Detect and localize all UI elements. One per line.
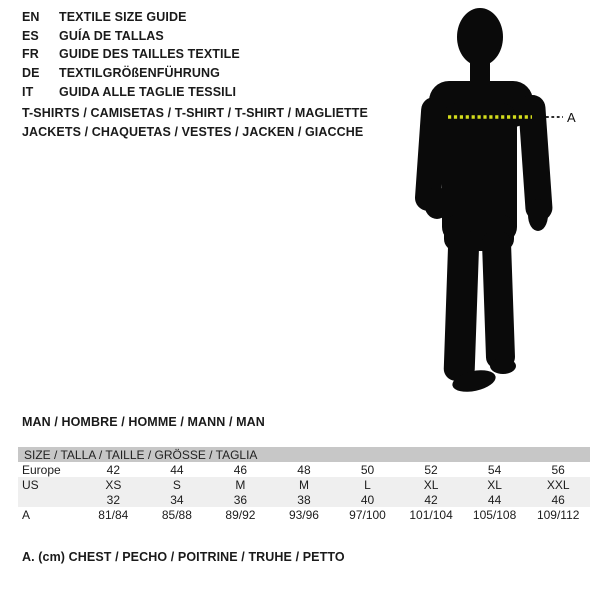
- language-label: GUÍA DE TALLAS: [59, 28, 164, 43]
- language-label: GUIDA ALLE TAGLIE TESSILI: [59, 84, 237, 99]
- table-row: [18, 462, 590, 477]
- table-cell: 38: [297, 492, 311, 507]
- table-row: [18, 477, 590, 492]
- table-cell: 93/96: [288, 507, 319, 522]
- man-silhouette-icon: [392, 5, 598, 403]
- category-lines: [22, 104, 368, 142]
- table-row-label: [18, 492, 82, 507]
- table-cell: 40: [360, 492, 375, 507]
- language-code: IT: [22, 84, 34, 99]
- table-cell: 46: [551, 492, 565, 507]
- table-cell: 56: [551, 462, 565, 477]
- language-row: [22, 45, 240, 64]
- table-cell: 42: [106, 462, 120, 477]
- table-row-label: Europe: [22, 462, 61, 477]
- table-cell: 46: [233, 462, 248, 477]
- table-cell: 44: [487, 492, 502, 507]
- language-label: GUIDE DES TAILLES TEXTILE: [59, 47, 240, 62]
- table-cell: XXL: [546, 477, 570, 492]
- table-row: [18, 492, 590, 507]
- table-cell: 105/108: [472, 507, 517, 522]
- size-table-body: [18, 447, 590, 522]
- table-cell: 48: [297, 462, 311, 477]
- category-line-tshirts: T-SHIRTS / CAMISETAS / T-SHIRT / T-SHIRT / MAGLIETTE: [22, 106, 368, 120]
- table-cell: 36: [233, 492, 248, 507]
- language-row: [22, 8, 240, 27]
- size-table: [18, 447, 590, 522]
- table-cell: 89/92: [225, 507, 256, 522]
- measure-label-a: A: [567, 110, 576, 125]
- table-row-label: US: [22, 477, 39, 492]
- language-row: [22, 83, 240, 102]
- table-cell: XS: [105, 477, 122, 492]
- table-header-row: [18, 447, 590, 462]
- table-cell: 52: [424, 462, 438, 477]
- table-cell: 42: [424, 492, 438, 507]
- language-code: FR: [22, 47, 39, 62]
- table-row-label: A: [22, 507, 31, 522]
- man-silhouette-figure: [392, 5, 598, 403]
- language-list: [22, 8, 240, 102]
- table-cell: 109/112: [536, 507, 580, 522]
- language-label: TEXTILGRÖßENFÜHRUNG: [59, 66, 220, 81]
- table-cell: S: [172, 477, 181, 492]
- table-cell: XL: [487, 477, 502, 492]
- table-cell: 54: [487, 462, 502, 477]
- table-cell: M: [235, 477, 246, 492]
- table-cell: 50: [360, 462, 375, 477]
- table-header-cell: SIZE / TALLA / TAILLE / GRÖSSE / TAGLIA: [18, 447, 590, 462]
- table-cell: M: [298, 477, 309, 492]
- table-cell: 101/104: [409, 507, 453, 522]
- language-label: TEXTILE SIZE GUIDE: [59, 10, 187, 24]
- table-cell: 85/88: [161, 507, 192, 522]
- table-cell: 81/84: [98, 507, 129, 522]
- language-row: [22, 64, 240, 83]
- category-line-jackets: JACKETS / CHAQUETAS / VESTES / JACKEN / GIACCHE: [22, 125, 364, 139]
- table-cell: 32: [106, 492, 120, 507]
- measurement-footnote: A. (cm) CHEST / PECHO / POITRINE / TRUHE / PETTO: [22, 550, 345, 564]
- language-row: [22, 27, 240, 46]
- section-title-man: MAN / HOMBRE / HOMME / MANN / MAN: [22, 415, 265, 429]
- language-code: EN: [22, 10, 40, 24]
- table-cell: 34: [170, 492, 184, 507]
- table-cell: 44: [170, 462, 184, 477]
- language-code: ES: [22, 28, 39, 43]
- language-code: DE: [22, 66, 40, 81]
- table-cell: XL: [423, 477, 439, 492]
- table-cell: 97/100: [349, 507, 386, 522]
- table-row: [18, 507, 590, 522]
- table-cell: L: [364, 477, 371, 492]
